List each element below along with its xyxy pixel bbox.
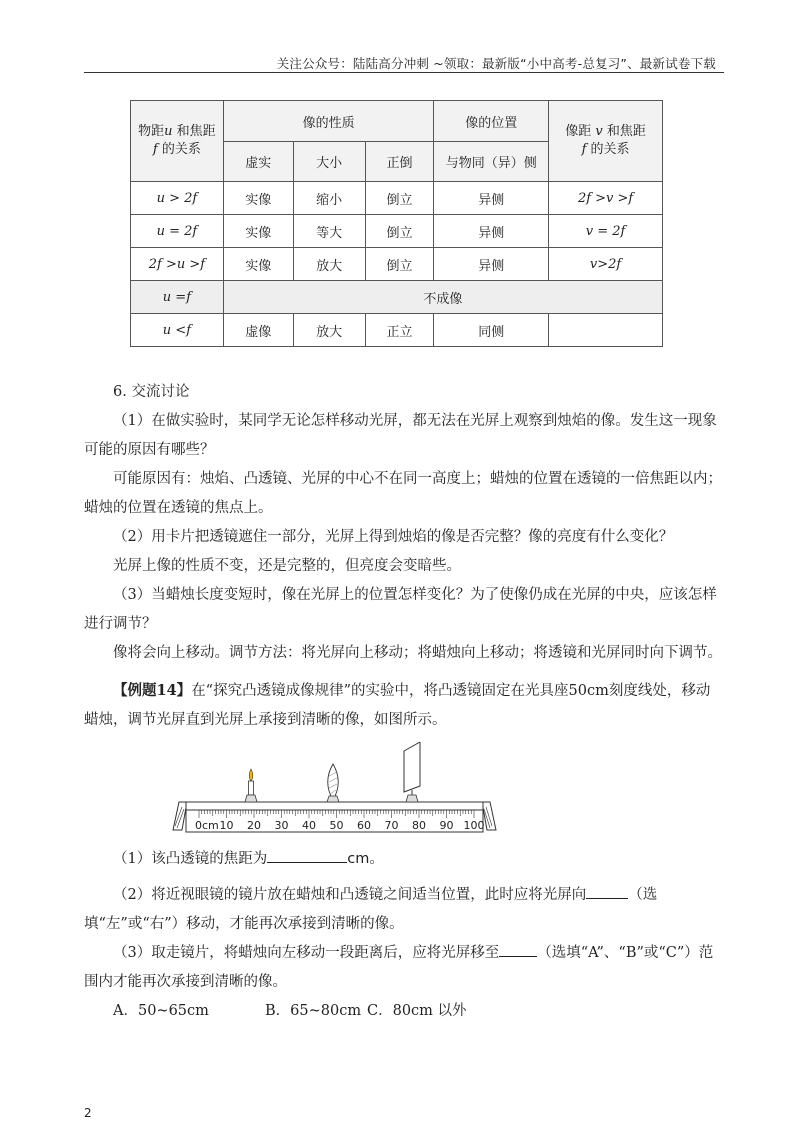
cell-image-distance: v = 2f xyxy=(549,215,663,248)
cell-orient: 倒立 xyxy=(365,215,434,248)
cell-condition: u = 2f xyxy=(131,215,224,248)
subquestion-2 xyxy=(84,881,724,939)
cell-size: 缩小 xyxy=(293,182,365,215)
subquestion-3 xyxy=(84,939,724,997)
section-heading: 6. 交流讨论 xyxy=(113,384,190,400)
answer-blank-1[interactable] xyxy=(267,848,347,863)
optical-bench-figure xyxy=(172,742,497,837)
subquestion-1-end: 。 xyxy=(369,851,384,867)
ruler-label: 70 xyxy=(384,819,399,832)
candle xyxy=(245,769,257,802)
cell-condition: u <f xyxy=(131,314,224,347)
cell-side: 异侧 xyxy=(434,248,549,281)
left-support xyxy=(173,802,187,830)
cell-no-image: 不成像 xyxy=(223,281,662,314)
convex-lens xyxy=(327,764,339,802)
subquestion-2-text-b: （选填“左”或“右”）移动，才能再次承接到清晰的像。 xyxy=(84,887,658,932)
bench-rail xyxy=(186,802,483,810)
cell-real: 实像 xyxy=(223,182,293,215)
cell-size: 等大 xyxy=(293,215,365,248)
header-image-distance: 像距 v 和焦距 f 的关系 xyxy=(549,101,663,182)
cell-real: 虚像 xyxy=(223,314,293,347)
example-paragraph xyxy=(84,676,724,735)
cell-orient: 倒立 xyxy=(365,248,434,281)
ruler-label: 40 xyxy=(302,819,316,832)
ruler-label: 50 xyxy=(329,819,344,832)
cell-side: 同侧 xyxy=(434,314,549,347)
option-b[interactable]: B．65~80cm xyxy=(265,1003,362,1019)
ruler-label: 100 xyxy=(463,819,485,832)
cell-orient: 倒立 xyxy=(365,182,434,215)
ruler-label: 0cm xyxy=(195,819,219,832)
example-text: 在“探究凸透镜成像规律”的实验中，将凸透镜固定在光具座50cm刻度线处，移动蜡烛，调节光屏直到光屏上承接到清晰的像，如图所示。 xyxy=(84,683,711,728)
subheader-orientation: 正倒 xyxy=(365,142,434,182)
subquestion-3-text-a: （3）取走镜片，将蜡烛向左移动一段距离后，应将光屏移至 xyxy=(113,945,500,961)
subquestion-3-text-b: （选填“A”、“B”或“C”）范围内才能再次承接到清晰的像。 xyxy=(84,945,714,990)
answer-blank-3[interactable] xyxy=(499,942,537,957)
header-rule xyxy=(84,72,724,73)
options-row xyxy=(113,997,713,1026)
cell-image-distance: v>2f xyxy=(549,248,663,281)
cell-real: 实像 xyxy=(223,215,293,248)
subheader-side: 与物同（异）侧 xyxy=(434,142,549,182)
ruler-label: 60 xyxy=(357,819,371,832)
cell-orient: 正立 xyxy=(365,314,434,347)
option-a[interactable]: A．50~65cm xyxy=(113,1003,209,1019)
header-object-distance: 物距u 和焦距 f 的关系 xyxy=(131,101,224,182)
header-image-nature: 像的性质 xyxy=(223,101,434,142)
page-header: 关注公众号：陆陆高分冲刺 ~领取：最新版“小中高考-总复习”、最新试卷下载 xyxy=(276,56,716,71)
example-label: 【例题14】 xyxy=(113,682,192,699)
question-2: （2）用卡片把透镜遮住一部分，光屏上得到烛焰的像是否完整？像的亮度有什么变化？ xyxy=(113,529,674,545)
cell-real: 实像 xyxy=(223,248,293,281)
unit-cm: cm xyxy=(347,851,370,867)
subheader-size: 大小 xyxy=(293,142,365,182)
ruler-label: 10 xyxy=(219,819,234,832)
subquestion-2-text-a: （2）将近视眼镜的镜片放在蜡烛和凸透镜之间适当位置，此时应将光屏向 xyxy=(113,887,587,903)
cell-condition: u =f xyxy=(131,281,224,314)
page-number: 2 xyxy=(84,1106,92,1120)
cell-condition: 2f >u >f xyxy=(131,248,224,281)
subheader-real-virtual: 虚实 xyxy=(223,142,293,182)
header-image-position: 像的位置 xyxy=(434,101,549,142)
cell-image-distance xyxy=(549,314,663,347)
cell-image-distance: 2f >v >f xyxy=(549,182,663,215)
ruler-label: 80 xyxy=(412,819,426,832)
answer-2: 光屏上像的性质不变，还是完整的，但亮度会变暗些。 xyxy=(113,558,461,574)
option-c[interactable]: C．80cm 以外 xyxy=(367,1003,467,1019)
answer-1: 可能原因有：烛焰、凸透镜、光屏的中心不在同一高度上；蜡烛的位置在透镜的一倍焦距以内；蜡烛的位置在透镜的焦点上。 xyxy=(84,471,722,516)
imaging-rules-table xyxy=(130,100,663,347)
question-3: （3）当蜡烛长度变短时，像在光屏上的位置怎样变化？为了使像仍成在光屏的中央，应该怎样进行调节？ xyxy=(84,587,717,632)
ruler-label: 30 xyxy=(274,819,289,832)
question-1: （1）在做实验时，某同学无论怎样移动光屏，都无法在光屏上观察到烛焰的像。发生这一现象可能的原因有哪些？ xyxy=(84,413,717,458)
answer-3: 像将会向上移动。调节方法：将光屏向上移动；将蜡烛向上移动；将透镜和光屏同时向下调节。 xyxy=(113,645,722,661)
answer-blank-2[interactable] xyxy=(586,884,628,899)
subquestion-1-text: （1）该凸透镜的焦距为 xyxy=(113,851,268,867)
cell-size: 放大 xyxy=(293,314,365,347)
ruler-label: 90 xyxy=(439,819,454,832)
light-screen xyxy=(404,742,420,802)
cell-size: 放大 xyxy=(293,248,365,281)
cell-side: 异侧 xyxy=(434,182,549,215)
cell-condition: u > 2f xyxy=(131,182,224,215)
ruler-label: 20 xyxy=(247,819,261,832)
subquestion-1 xyxy=(84,845,724,874)
cell-side: 异侧 xyxy=(434,215,549,248)
